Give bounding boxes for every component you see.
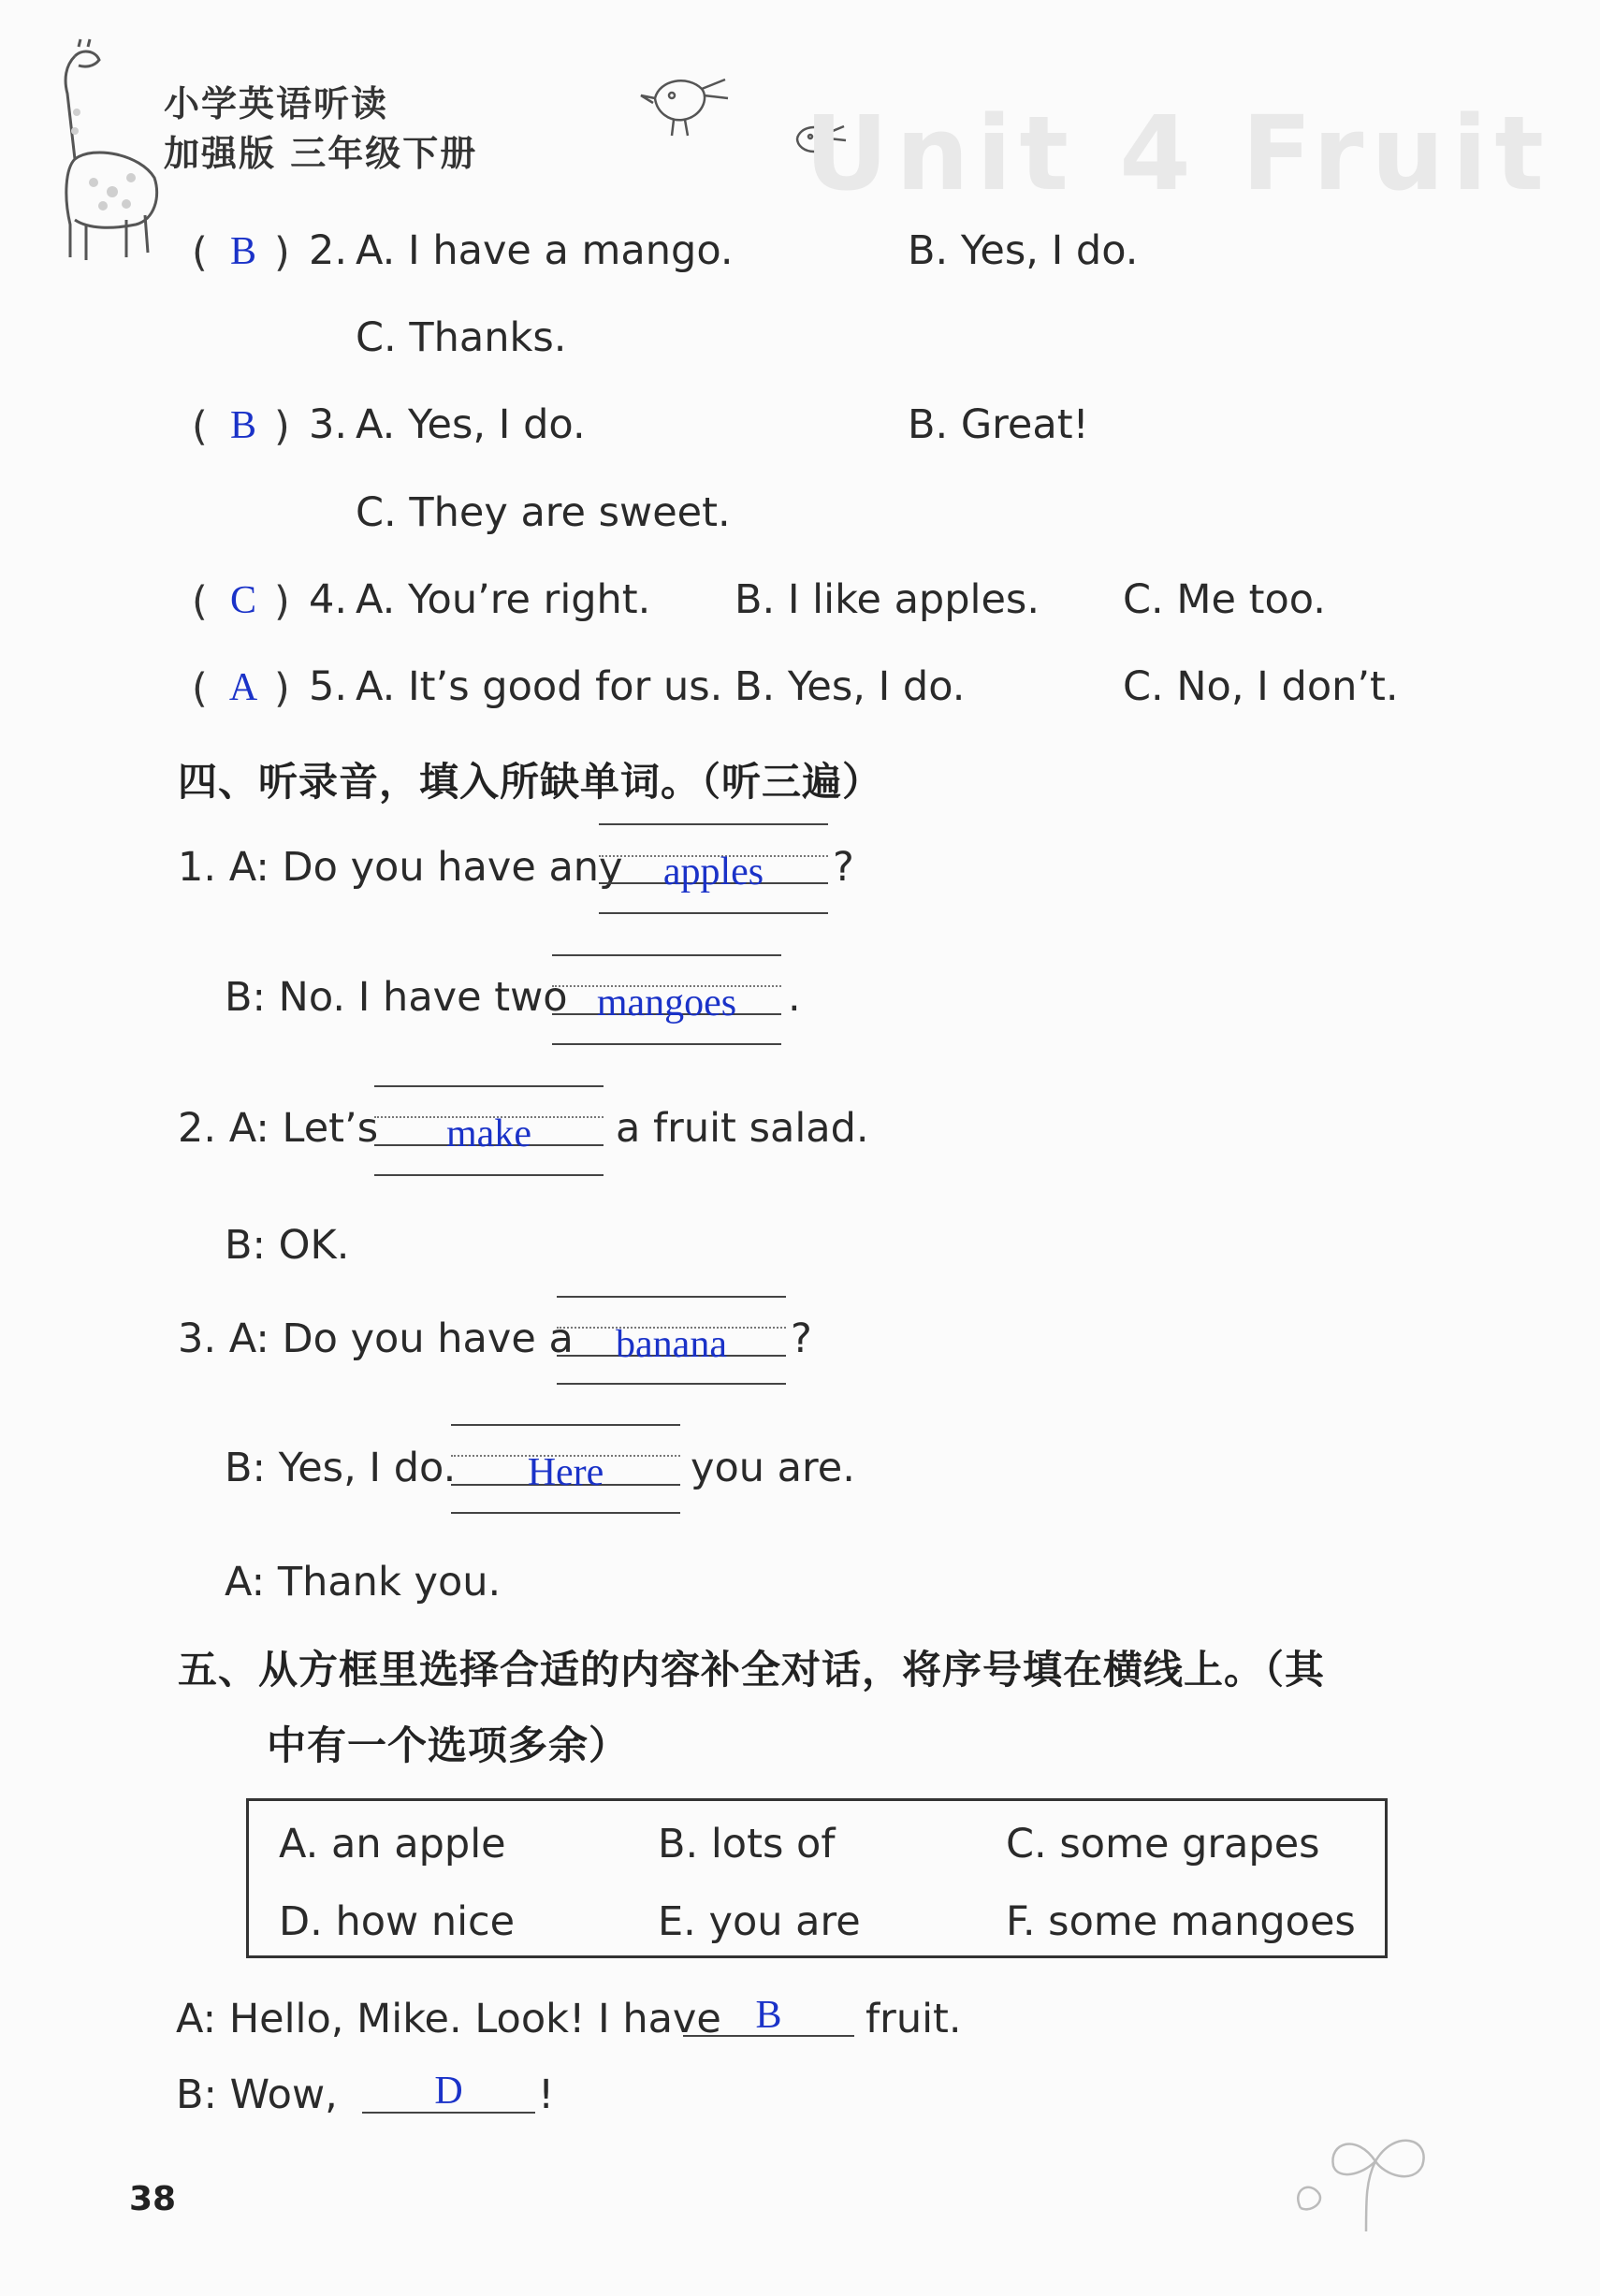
answer-paren: ) bbox=[274, 578, 290, 625]
sprout-icon bbox=[1273, 2124, 1460, 2236]
option-c: C. Me too. bbox=[1123, 576, 1326, 623]
section-4-title: 四、听录音，填入所缺单词。（听三遍） bbox=[178, 759, 883, 805]
q3a-answer: banana bbox=[616, 1323, 727, 1366]
writing-line bbox=[557, 1296, 786, 1298]
option-a: A. It’s good for us. bbox=[356, 663, 723, 710]
writing-line bbox=[557, 1383, 786, 1385]
answer-paren: ) bbox=[274, 229, 290, 276]
dialogue-line-1-end: fruit. bbox=[865, 1996, 962, 2042]
section-5-title-cont: 中有一个选项多余） bbox=[267, 1722, 630, 1768]
section-5-title: 五、从方框里选择合适的内容补全对话，将序号填在横线上。（其 bbox=[178, 1647, 1326, 1693]
q1a-text: 1. A: Do you have any bbox=[178, 844, 623, 891]
option-f: F. some mangoes bbox=[1006, 1898, 1356, 1945]
dialogue-answer-2: D bbox=[434, 2070, 463, 2113]
dialogue-line-2-end: ! bbox=[538, 2071, 555, 2118]
writing-line bbox=[374, 1085, 604, 1087]
answer-paren: ( bbox=[192, 665, 208, 712]
answer-5: A bbox=[228, 666, 258, 709]
option-a: A. Yes, I do. bbox=[356, 401, 586, 448]
option-b: B. Yes, I do. bbox=[908, 227, 1139, 274]
q3a-text: 3. A: Do you have a bbox=[178, 1315, 574, 1362]
writing-line bbox=[599, 912, 828, 914]
writing-line bbox=[451, 1424, 680, 1426]
q3b-text: B: Yes, I do. bbox=[225, 1445, 457, 1491]
writing-line bbox=[451, 1512, 680, 1514]
option-c: C. No, I don’t. bbox=[1123, 663, 1399, 710]
option-b: B. I like apples. bbox=[735, 576, 1040, 623]
option-d: D. how nice bbox=[279, 1898, 516, 1945]
option-b: B. Yes, I do. bbox=[735, 663, 966, 710]
answer-paren: ) bbox=[274, 665, 290, 712]
answer-paren: ) bbox=[274, 403, 290, 450]
option-e: E. you are bbox=[658, 1898, 861, 1945]
q3a-end: ? bbox=[791, 1315, 812, 1362]
q3b-end: you are. bbox=[691, 1445, 855, 1491]
option-a: A. You’re right. bbox=[356, 576, 651, 623]
question-number: 4. bbox=[309, 576, 348, 623]
q3b-answer: Here bbox=[527, 1451, 604, 1494]
q2b-text: B: OK. bbox=[225, 1222, 350, 1269]
writing-line bbox=[599, 823, 828, 825]
answer-4: C bbox=[229, 579, 256, 622]
writing-line bbox=[552, 954, 781, 956]
option-b: B. lots of bbox=[658, 1821, 836, 1867]
book-edition: 加强版 三年级下册 bbox=[164, 133, 478, 174]
q1a-end: ? bbox=[833, 844, 854, 891]
answer-3: B bbox=[229, 404, 256, 447]
answer-paren: ( bbox=[192, 578, 208, 625]
question-number: 2. bbox=[309, 227, 348, 274]
question-number: 3. bbox=[309, 401, 348, 448]
option-a: A. an apple bbox=[279, 1821, 506, 1867]
option-c: C. Thanks. bbox=[356, 314, 567, 361]
writing-line bbox=[552, 1043, 781, 1045]
q2a-end: a fruit salad. bbox=[616, 1105, 869, 1152]
option-a: A. I have a mango. bbox=[356, 227, 734, 274]
q1b-answer: mangoes bbox=[596, 981, 737, 1024]
q1a-answer: apples bbox=[662, 850, 764, 894]
option-b: B. Great! bbox=[908, 401, 1089, 448]
option-c: C. They are sweet. bbox=[356, 489, 731, 536]
dialogue-answer-1: B bbox=[755, 1994, 782, 2037]
answer-paren: ( bbox=[192, 229, 208, 276]
writing-line bbox=[374, 1174, 604, 1176]
unit-banner: Unit 4 Fruit bbox=[805, 94, 1552, 213]
bird-icon bbox=[636, 56, 739, 145]
dialogue-line-1: A: Hello, Mike. Look! I have bbox=[176, 1996, 721, 2042]
page-number: 38 bbox=[129, 2180, 177, 2218]
book-title: 小学英语听读 bbox=[164, 83, 389, 124]
q1b-text: B: No. I have two bbox=[225, 974, 568, 1021]
question-number: 5. bbox=[309, 663, 348, 710]
answer-2: B bbox=[229, 230, 256, 273]
q1b-end: . bbox=[788, 974, 801, 1021]
q2a-text: 2. A: Let’s bbox=[178, 1105, 379, 1152]
q2a-answer: make bbox=[446, 1112, 531, 1155]
q3c-text: A: Thank you. bbox=[225, 1559, 502, 1606]
option-c: C. some grapes bbox=[1006, 1821, 1320, 1867]
giraffe-icon bbox=[37, 37, 178, 267]
dialogue-line-2: B: Wow, bbox=[176, 2071, 338, 2118]
answer-paren: ( bbox=[192, 403, 208, 450]
